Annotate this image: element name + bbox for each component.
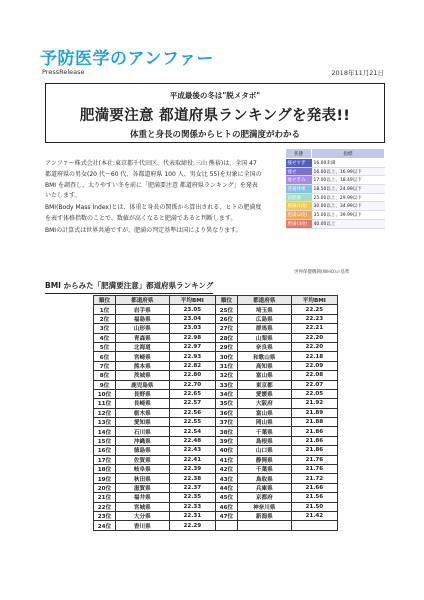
prefecture-cell: 岡山県 bbox=[237, 418, 291, 427]
title-box bbox=[45, 83, 385, 143]
bmi-state-label: 痩せ bbox=[286, 167, 312, 176]
bmi-reference-header-state: 状態 bbox=[286, 149, 312, 159]
title-subhead-2: 体重と身長の関係からヒトの肥満度がわかる bbox=[129, 130, 300, 140]
bmi-cell: 22.35 bbox=[169, 493, 215, 502]
bmi-cell: 21.76 bbox=[291, 455, 337, 464]
bmi-cell: 21.86 bbox=[291, 436, 337, 445]
prefecture-cell: 茨城県 bbox=[115, 371, 169, 380]
ranking-header-bmi: 平均BMI bbox=[291, 296, 337, 305]
prefecture-cell: 福島県 bbox=[115, 314, 169, 323]
bmi-cell: 22.54 bbox=[169, 427, 215, 436]
prefecture-cell: 鳥取県 bbox=[237, 474, 291, 483]
bmi-cell: 21.50 bbox=[291, 502, 337, 511]
bmi-cell: 22.38 bbox=[169, 474, 215, 483]
bmi-cell: 22.93 bbox=[169, 352, 215, 361]
ranking-table bbox=[93, 295, 338, 531]
rank-cell: 19位 bbox=[94, 474, 116, 483]
bmi-reference-row bbox=[286, 176, 385, 185]
bmi-cell: 22.31 bbox=[169, 511, 215, 520]
prefecture-cell: 秋田県 bbox=[115, 474, 169, 483]
prefecture-cell: 岩手県 bbox=[115, 305, 169, 314]
ranking-header-pref: 都道府県 bbox=[115, 296, 169, 305]
bmi-cell: 22.82 bbox=[169, 361, 215, 370]
bmi-cell: 22.29 bbox=[169, 521, 215, 530]
prefecture-cell: 宮崎県 bbox=[115, 352, 169, 361]
rank-cell: 29位 bbox=[215, 342, 237, 351]
bmi-cell: 21.86 bbox=[291, 427, 337, 436]
prefecture-cell: 沖縄県 bbox=[115, 436, 169, 445]
prefecture-cell: 千葉県 bbox=[237, 427, 291, 436]
table-row bbox=[94, 324, 338, 333]
prefecture-cell: 岐阜県 bbox=[115, 465, 169, 474]
table-row bbox=[94, 483, 338, 492]
prefecture-cell: 山梨県 bbox=[237, 333, 291, 342]
bmi-cell: 22.55 bbox=[169, 418, 215, 427]
bmi-cell: 22.39 bbox=[169, 465, 215, 474]
prefecture-cell: 愛知県 bbox=[115, 418, 169, 427]
bmi-cell: 22.25 bbox=[291, 305, 337, 314]
rank-cell: 14位 bbox=[94, 427, 116, 436]
bmi-range-label: 25.00以上、29.99以下 bbox=[312, 193, 385, 202]
table-row bbox=[94, 446, 338, 455]
prefecture-cell: 鹿児島県 bbox=[115, 380, 169, 389]
prefecture-cell: 高知県 bbox=[237, 361, 291, 370]
rank-cell: 35位 bbox=[215, 399, 237, 408]
rank-cell: 30位 bbox=[215, 352, 237, 361]
bmi-reference-row bbox=[286, 167, 385, 176]
bmi-cell: 21.72 bbox=[291, 474, 337, 483]
prefecture-cell: 滋賀県 bbox=[115, 483, 169, 492]
rank-cell: 15位 bbox=[94, 436, 116, 445]
rank-cell: 47位 bbox=[215, 511, 237, 520]
prefecture-cell: 和歌山県 bbox=[237, 352, 291, 361]
press-release-label: PressRelease bbox=[42, 68, 85, 76]
bmi-cell: 21.56 bbox=[291, 493, 337, 502]
bmi-cell: 22.65 bbox=[169, 389, 215, 398]
rank-cell: 39位 bbox=[215, 436, 237, 445]
bmi-reference-table bbox=[285, 148, 385, 229]
rank-cell: 3位 bbox=[94, 324, 116, 333]
table-row bbox=[94, 399, 338, 408]
rank-cell: 24位 bbox=[94, 521, 116, 530]
bmi-cell: 22.80 bbox=[169, 371, 215, 380]
bmi-state-label: 痩せぎみ bbox=[286, 176, 312, 185]
table-row bbox=[94, 502, 338, 511]
table-row bbox=[94, 361, 338, 370]
bmi-reference-header-range: 指標 bbox=[312, 149, 385, 159]
rank-cell: 40位 bbox=[215, 446, 237, 455]
bmi-cell: 22.41 bbox=[169, 455, 215, 464]
bmi-cell: 22.05 bbox=[291, 389, 337, 398]
rank-cell: 34位 bbox=[215, 389, 237, 398]
bmi-cell: 21.88 bbox=[291, 418, 337, 427]
rank-cell: 27位 bbox=[215, 324, 237, 333]
bmi-reference-row bbox=[286, 185, 385, 194]
bmi-range-label: 30.00以上、34.99以下 bbox=[312, 202, 385, 211]
table-row bbox=[94, 408, 338, 417]
table-row bbox=[94, 380, 338, 389]
bmi-state-label: 普通体重 bbox=[286, 185, 312, 194]
rank-cell bbox=[215, 521, 237, 530]
bmi-state-label: 肥満(3度) bbox=[286, 219, 312, 228]
prefecture-cell: 大阪府 bbox=[237, 399, 291, 408]
rank-cell: 42位 bbox=[215, 465, 237, 474]
prefecture-cell: 島根県 bbox=[237, 436, 291, 445]
bmi-cell: 22.07 bbox=[291, 380, 337, 389]
table-row bbox=[94, 352, 338, 361]
bmi-state-label: 前肥満 bbox=[286, 193, 312, 202]
rank-cell: 20位 bbox=[94, 483, 116, 492]
ranking-header-rank: 順位 bbox=[94, 296, 116, 305]
bmi-state-label: 痩せすぎ bbox=[286, 159, 312, 168]
ranking-title: BMI からみた「肥満要注意」都道府県ランキング bbox=[45, 280, 213, 294]
bmi-cell: 22.97 bbox=[169, 342, 215, 351]
rank-cell: 22位 bbox=[94, 502, 116, 511]
table-row bbox=[94, 342, 338, 351]
table-row bbox=[94, 333, 338, 342]
title-subhead: 平成最後の冬は"脱メタボ" bbox=[169, 91, 261, 100]
table-row bbox=[94, 305, 338, 314]
rank-cell: 9位 bbox=[94, 380, 116, 389]
bmi-cell: 22.70 bbox=[169, 380, 215, 389]
bmi-state-label: 肥満(2度) bbox=[286, 211, 312, 220]
prefecture-cell: 山形県 bbox=[115, 324, 169, 333]
rank-cell: 32位 bbox=[215, 371, 237, 380]
bmi-cell: 22.33 bbox=[169, 502, 215, 511]
bmi-cell: 22.09 bbox=[291, 361, 337, 370]
bmi-range-label: 40.00以上 bbox=[312, 219, 385, 228]
bmi-cell bbox=[291, 521, 337, 530]
ranking-header-pref: 都道府県 bbox=[237, 296, 291, 305]
bmi-cell: 22.98 bbox=[169, 333, 215, 342]
table-row bbox=[94, 493, 338, 502]
ranking-header-row bbox=[94, 296, 338, 305]
bmi-reference-row bbox=[286, 193, 385, 202]
table-row bbox=[94, 511, 338, 520]
bmi-range-label: 16.00未満 bbox=[312, 159, 385, 168]
rank-cell: 10位 bbox=[94, 389, 116, 398]
bmi-cell: 23.03 bbox=[169, 324, 215, 333]
prefecture-cell: 京都府 bbox=[237, 493, 291, 502]
bmi-state-label: 肥満(1度) bbox=[286, 202, 312, 211]
table-row bbox=[94, 418, 338, 427]
bmi-cell: 23.05 bbox=[169, 305, 215, 314]
intro-paragraph-1: アンファー株式会社(本社:東京都千代田区、代表取締役:三山 熊裕)は、全国 47 都道府県の男女(20 代〜60 代、各都道府県 100 人、男女比 55)を対象に全国の BMI を調査し、太りやすい冬を前に「肥満要注意 都道府県ランキング」を発表いたします。 bbox=[45, 160, 262, 200]
table-row bbox=[94, 521, 338, 530]
table-row bbox=[94, 389, 338, 398]
bmi-range-label: 16.00以上、16.99以下 bbox=[312, 167, 385, 176]
rank-cell: 45位 bbox=[215, 493, 237, 502]
prefecture-cell: 宮城県 bbox=[115, 502, 169, 511]
prefecture-cell: 奈良県 bbox=[237, 342, 291, 351]
rank-cell: 17位 bbox=[94, 455, 116, 464]
rank-cell: 43位 bbox=[215, 474, 237, 483]
bmi-cell: 21.66 bbox=[291, 483, 337, 492]
prefecture-cell: 富山県 bbox=[237, 408, 291, 417]
prefecture-cell: 北海道 bbox=[115, 342, 169, 351]
prefecture-cell: 広島県 bbox=[237, 314, 291, 323]
rank-cell: 28位 bbox=[215, 333, 237, 342]
release-date: 2018年11月21日 bbox=[331, 69, 384, 77]
bmi-cell: 22.21 bbox=[291, 324, 337, 333]
prefecture-cell: 山口県 bbox=[237, 446, 291, 455]
prefecture-cell: 佐賀県 bbox=[115, 455, 169, 464]
table-row bbox=[94, 436, 338, 445]
rank-cell: 38位 bbox=[215, 427, 237, 436]
rank-cell: 16位 bbox=[94, 446, 116, 455]
rank-cell: 33位 bbox=[215, 380, 237, 389]
rank-cell: 25位 bbox=[215, 305, 237, 314]
rank-cell: 1位 bbox=[94, 305, 116, 314]
prefecture-cell: 青森県 bbox=[115, 333, 169, 342]
bmi-cell: 23.04 bbox=[169, 314, 215, 323]
bmi-reference-row bbox=[286, 219, 385, 228]
rank-cell: 41位 bbox=[215, 455, 237, 464]
rank-cell: 36位 bbox=[215, 408, 237, 417]
bmi-cell: 22.37 bbox=[169, 483, 215, 492]
bmi-reference-row bbox=[286, 202, 385, 211]
intro-paragraph-2: BMI(Body Mass Index)とは、体重と身長の関係から算出される、ヒトの肥満度を表す体格指数のことで、数値が高くなると肥満であると判断します。 bbox=[45, 204, 262, 222]
bmi-cell: 21.89 bbox=[291, 408, 337, 417]
table-row bbox=[94, 314, 338, 323]
bmi-cell: 22.08 bbox=[291, 371, 337, 380]
prefecture-cell: 埼玉県 bbox=[237, 305, 291, 314]
rank-cell: 2位 bbox=[94, 314, 116, 323]
bmi-cell: 21.42 bbox=[291, 511, 337, 520]
bmi-cell: 22.20 bbox=[291, 333, 337, 342]
prefecture-cell: 神奈川県 bbox=[237, 502, 291, 511]
prefecture-cell: 兵庫県 bbox=[237, 483, 291, 492]
rank-cell: 5位 bbox=[94, 342, 116, 351]
prefecture-cell: 愛媛県 bbox=[237, 389, 291, 398]
prefecture-cell: 栃木県 bbox=[115, 408, 169, 417]
rank-cell: 44位 bbox=[215, 483, 237, 492]
bmi-cell: 22.20 bbox=[291, 342, 337, 351]
bmi-cell: 22.48 bbox=[169, 436, 215, 445]
prefecture-cell: 長野県 bbox=[115, 389, 169, 398]
bmi-reference-note: 世界保健機関(WHO)の基準 bbox=[294, 270, 350, 275]
rank-cell: 18位 bbox=[94, 465, 116, 474]
bmi-cell: 21.92 bbox=[291, 399, 337, 408]
rank-cell: 37位 bbox=[215, 418, 237, 427]
intro-text bbox=[45, 159, 263, 238]
rank-cell: 7位 bbox=[94, 361, 116, 370]
page-title: 肥満要注意 都道府県ランキングを発表!! bbox=[79, 108, 351, 124]
prefecture-cell: 石川県 bbox=[115, 427, 169, 436]
prefecture-cell: 徳島県 bbox=[115, 446, 169, 455]
bmi-range-label: 17.00以上、18.49以下 bbox=[312, 176, 385, 185]
bmi-reference-row bbox=[286, 159, 385, 168]
prefecture-cell: 熊本県 bbox=[115, 361, 169, 370]
rank-cell: 21位 bbox=[94, 493, 116, 502]
bmi-cell: 21.76 bbox=[291, 465, 337, 474]
bmi-cell: 22.18 bbox=[291, 352, 337, 361]
intro-paragraph-3: BMIの計算式は世界共通ですが、肥満の判定基準は国により異なります。 bbox=[45, 226, 242, 234]
bmi-cell: 21.86 bbox=[291, 446, 337, 455]
ranking-header-rank: 順位 bbox=[215, 296, 237, 305]
prefecture-cell: 大分県 bbox=[115, 511, 169, 520]
bmi-cell: 22.57 bbox=[169, 399, 215, 408]
rank-cell: 12位 bbox=[94, 408, 116, 417]
bmi-reference-header bbox=[286, 149, 385, 159]
bmi-reference-row bbox=[286, 211, 385, 220]
ranking-header-bmi: 平均BMI bbox=[169, 296, 215, 305]
rank-cell: 13位 bbox=[94, 418, 116, 427]
brand-logo: 予防医学のアンファー bbox=[40, 49, 214, 69]
prefecture-cell: 静岡県 bbox=[237, 455, 291, 464]
table-row bbox=[94, 371, 338, 380]
rank-cell: 8位 bbox=[94, 371, 116, 380]
prefecture-cell: 福井県 bbox=[115, 493, 169, 502]
prefecture-cell: 富山県 bbox=[237, 371, 291, 380]
prefecture-cell: 群馬県 bbox=[237, 324, 291, 333]
bmi-cell: 22.23 bbox=[291, 314, 337, 323]
rank-cell: 26位 bbox=[215, 314, 237, 323]
table-row bbox=[94, 465, 338, 474]
table-row bbox=[94, 455, 338, 464]
rank-cell: 4位 bbox=[94, 333, 116, 342]
prefecture-cell: 新潟県 bbox=[237, 511, 291, 520]
rank-cell: 23位 bbox=[94, 511, 116, 520]
bmi-range-label: 18.50以上、24.99以下 bbox=[312, 185, 385, 194]
table-row bbox=[94, 474, 338, 483]
prefecture-cell: 香川県 bbox=[115, 521, 169, 530]
bmi-cell: 22.43 bbox=[169, 446, 215, 455]
rank-cell: 6位 bbox=[94, 352, 116, 361]
rank-cell: 11位 bbox=[94, 399, 116, 408]
bmi-range-label: 35.00以上、39.99以下 bbox=[312, 211, 385, 220]
bmi-cell: 22.56 bbox=[169, 408, 215, 417]
prefecture-cell bbox=[237, 521, 291, 530]
prefecture-cell: 長崎県 bbox=[115, 399, 169, 408]
prefecture-cell: 東京都 bbox=[237, 380, 291, 389]
rank-cell: 46位 bbox=[215, 502, 237, 511]
table-row bbox=[94, 427, 338, 436]
rank-cell: 31位 bbox=[215, 361, 237, 370]
prefecture-cell: 千葉県 bbox=[237, 465, 291, 474]
